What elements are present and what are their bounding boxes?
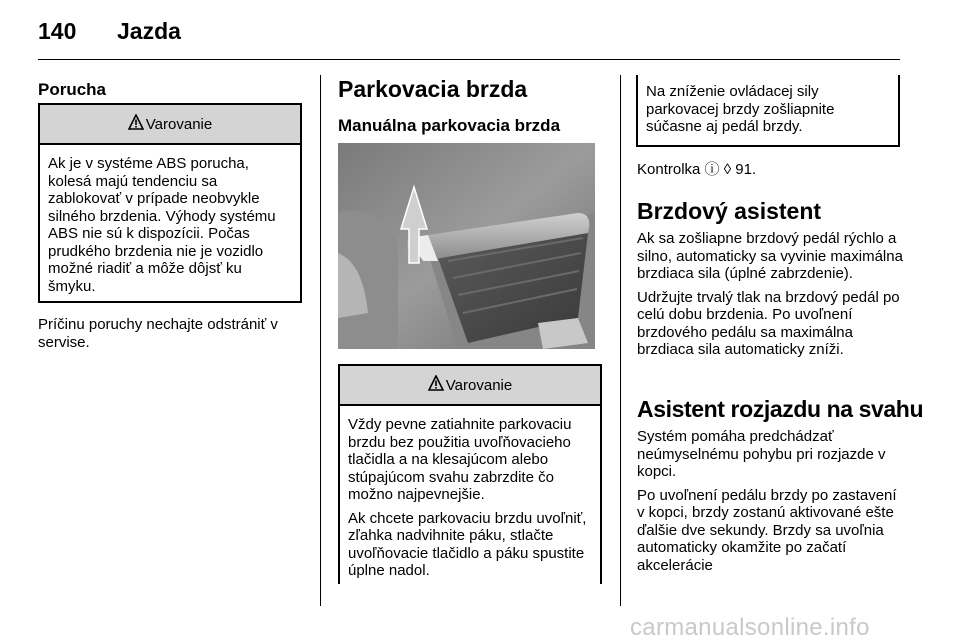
warning-triangle-icon xyxy=(128,114,144,134)
paragraph-servis xyxy=(38,316,306,357)
section-title: Jazda xyxy=(117,18,181,44)
warning-box-abs xyxy=(38,103,302,303)
note-body xyxy=(638,75,898,148)
paragraph-4: Po uvoľnení pedálu brzdy po zastavení v kopci, brzdy zostanú aktivované ešte ďalšie dve sekundy. Brzdy sa uvoľnia automaticky okamžite po začatí akcelerácie xyxy=(637,486,897,574)
warning-title: Varovanie xyxy=(145,115,213,133)
watermark: carmanualsonline.info xyxy=(630,614,870,641)
kontrolka-line: Kontrolka ⓘ ◊ 91. xyxy=(637,161,757,178)
paragraph-2: Udržujte trvalý tlak na brzdový pedál po celú dobu brzdenia. Po uvoľnení brzdového pedálu sa maximálna brzdiaca sila automaticky zníži. xyxy=(637,288,900,358)
column-divider-1 xyxy=(320,75,321,606)
asistent-rozjazdu-text xyxy=(637,428,905,580)
paragraph-1: Ak sa zošliapne brzdový pedál rýchlo a silno, automaticky sa vyvinie maximálna brzdiaca sila (úplné zabrzdenie). xyxy=(637,230,903,282)
note-box xyxy=(636,75,900,147)
paragraph-text: Príčinu poruchy nechajte odstrániť v servise. xyxy=(38,316,278,351)
subheading-manualna: Manuálna parkovacia brzda xyxy=(338,116,561,135)
heading-porucha: Porucha xyxy=(38,80,107,99)
warning-triangle-icon xyxy=(428,375,444,395)
header-rule xyxy=(38,59,900,60)
page-number: 140 xyxy=(38,18,77,44)
paragraph-3: Systém pomáha predchádzať neúmyselnému pohybu pri rozjazde v kopci. xyxy=(637,428,886,480)
warning-title: Varovanie xyxy=(445,376,513,394)
heading-asistent-rozjazdu: Asistent rozjazdu na svahu xyxy=(637,396,924,422)
warning-body xyxy=(340,406,600,592)
note-text: Na zníženie ovládacej sily parkovacej brzdy zošliapnite súčasne aj pedál brzdy. xyxy=(646,83,835,135)
parking-brake-lever-photo xyxy=(338,143,595,349)
column-divider-2 xyxy=(620,75,621,606)
warning-text-1: Vždy pevne zatiahnite parkovaciu brzdu bez použitia uvoľňovacieho tlačidla a na klesajúcom alebo stúpajúcom svahu zabrzdite čo možno najpevnejšie. xyxy=(348,416,572,503)
brzdovy-asistent-text xyxy=(637,230,905,365)
heading-parkovacia-brzda: Parkovacia brzda xyxy=(338,76,528,102)
heading-brzdovy-asistent: Brzdový asistent xyxy=(637,198,822,224)
warning-body xyxy=(40,145,300,307)
warning-header xyxy=(40,105,300,145)
warning-header xyxy=(340,366,600,406)
warning-box-parking xyxy=(338,364,602,584)
warning-text-2: Ak chcete parkovaciu brzdu uvoľniť, zľahka nadvihnite páku, stlačte uvoľňovacie tlačidlo a páku spustite úplne nadol. xyxy=(348,509,587,579)
warning-text: Ak je v systéme ABS porucha, kolesá majú tendenciu sa zablokovať v prípade neobvykle silného brzdenia. Výhody systému ABS nie sú k dispozícii. Počas prudkého brzdenia nie je vozidlo možné riadiť a môže dôjsť ku šmyku. xyxy=(48,155,276,295)
